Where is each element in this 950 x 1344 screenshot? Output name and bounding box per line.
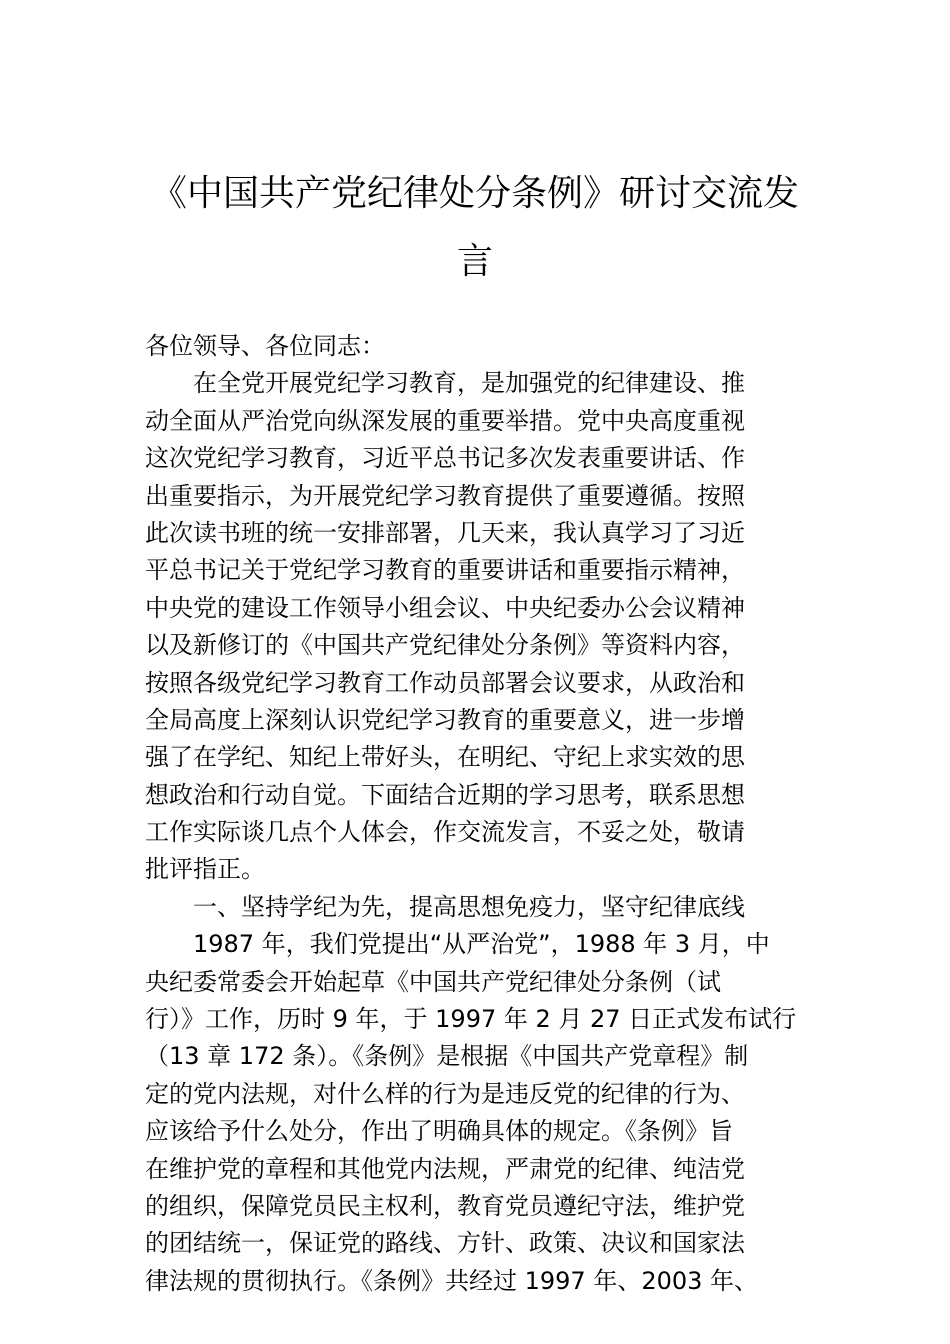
salutation: 各位领导、各位同志： xyxy=(145,332,385,360)
body-line: 工作实际谈几点个人体会，作交流发言，不妥之处，敬请 xyxy=(145,818,745,847)
body-line: 按照各级党纪学习教育工作动员部署会议要求，从政治和 xyxy=(145,668,745,697)
body-line: 在全党开展党纪学习教育，是加强党的纪律建设、推 xyxy=(145,369,745,398)
document-body xyxy=(145,328,813,1300)
body-line: 批评指正。 xyxy=(145,855,265,884)
body-line: 全局高度上深刻认识党纪学习教育的重要意义，进一步增 xyxy=(145,705,745,734)
body-line: 强了在学纪、知纪上带好头，在明纪、守纪上求实效的思 xyxy=(145,743,745,772)
body-line: 此次读书班的统一安排部署，几天来，我认真学习了习近 xyxy=(145,518,745,547)
title-line-2: 言 xyxy=(456,241,493,282)
document-title xyxy=(150,160,800,296)
body-line: 定的党内法规，对什么样的行为是违反党的纪律的行为、 xyxy=(145,1079,745,1108)
body-line: 想政治和行动自觉。下面结合近期的学习思考，联系思想 xyxy=(145,780,745,809)
body-line: 在维护党的章程和其他党内法规，严肃党的纪律、纯洁党 xyxy=(145,1154,745,1183)
body-line: 动全面从严治党向纵深发展的重要举措。党中央高度重视 xyxy=(145,406,745,435)
body-line: 出重要指示，为开展党纪学习教育提供了重要遵循。按照 xyxy=(145,481,745,510)
body-line: 这次党纪学习教育，习近平总书记多次发表重要讲话、作 xyxy=(145,444,745,473)
body-line: 以及新修订的《中国共产党纪律处分条例》等资料内容， xyxy=(145,631,745,660)
body-line: 平总书记关于党纪学习教育的重要讲话和重要指示精神， xyxy=(145,556,745,585)
title-line-1: 《中国共产党纪律处分条例》研讨交流发 xyxy=(150,173,799,214)
body-line: 1987 年，我们党提出“从严治党”，1988 年 3 月，中 xyxy=(145,930,770,959)
body-line: 央纪委常委会开始起草《中国共产党纪律处分条例（试 xyxy=(145,967,721,996)
body-line: 的组织，保障党员民主权利，教育党员遵纪守法，维护党 xyxy=(145,1191,745,1220)
body-line: 应该给予什么处分，作出了明确具体的规定。《条例》旨 xyxy=(145,1117,733,1146)
body-line: 律法规的贯彻执行。《条例》共经过 1997 年、2003 年、 xyxy=(145,1266,759,1295)
section-heading: 一、坚持学纪为先，提高思想免疫力，坚守纪律底线 xyxy=(145,892,745,921)
body-line: 的团结统一，保证党的路线、方针、政策、决议和国家法 xyxy=(145,1229,745,1258)
body-line: （13 章 172 条）。《条例》是根据《中国共产党章程》制 xyxy=(145,1042,749,1071)
body-line: 行）》工作，历时 9 年，于 1997 年 2 月 27 日正式发布试行 xyxy=(145,1005,797,1034)
body-line: 中央党的建设工作领导小组会议、中央纪委办公会议精神 xyxy=(145,593,745,622)
